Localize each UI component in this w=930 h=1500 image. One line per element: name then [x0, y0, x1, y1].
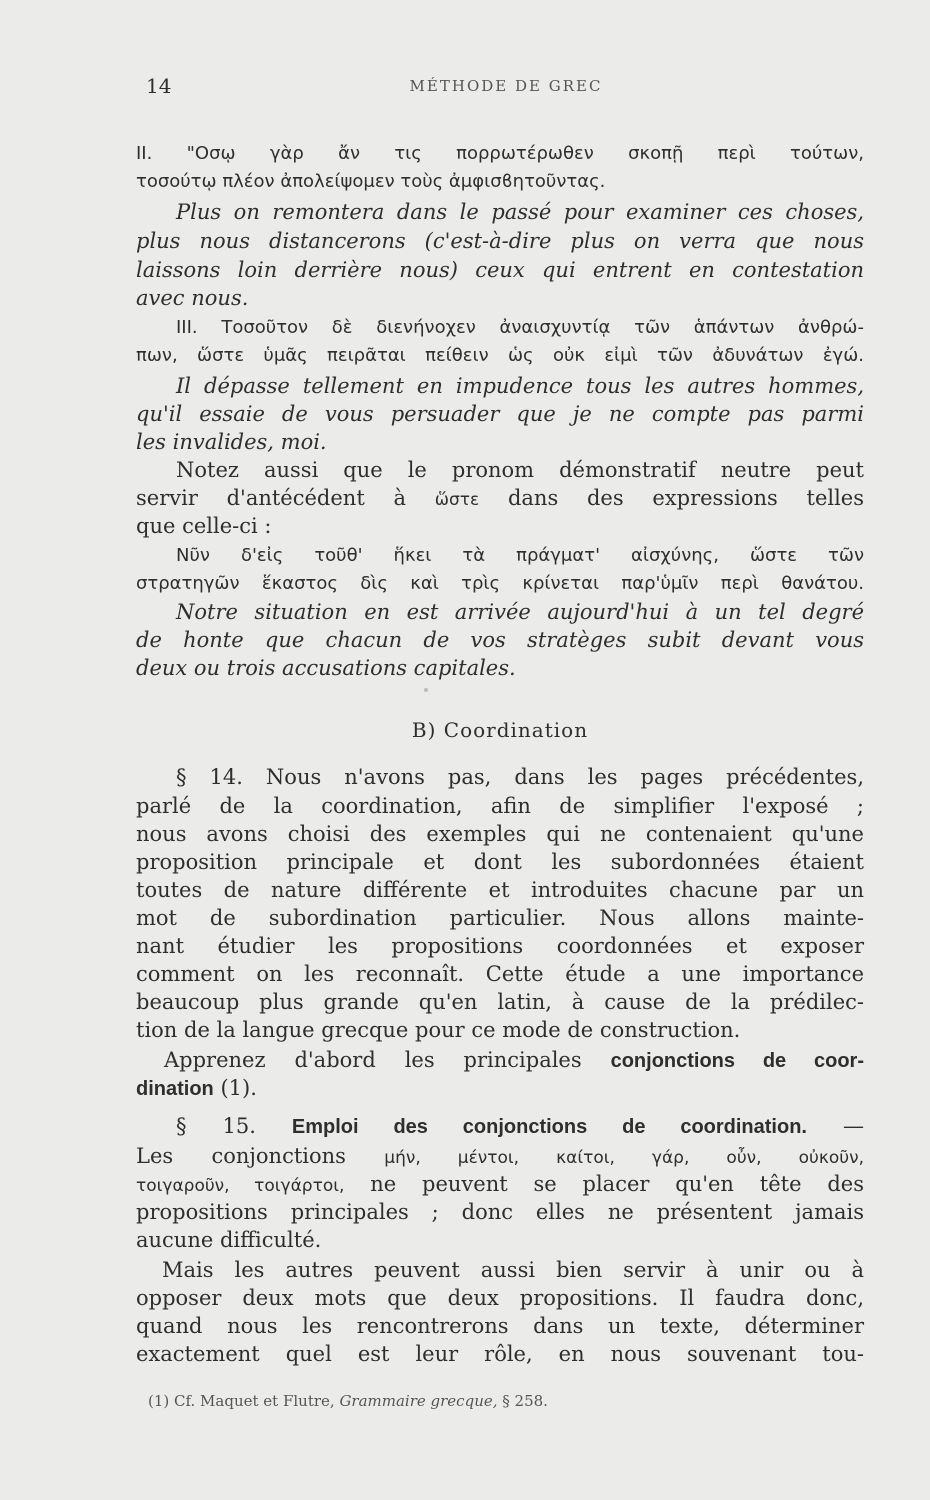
p15-line-5: aucune difficulté. — [136, 1228, 322, 1252]
section-heading: B) Coordination — [411, 718, 589, 742]
translation-2-line-2: plus nous distancerons (c'est-à-dire plus on verra que nous — [136, 229, 864, 253]
p14-line-1: § 14. Nous n'avons pas, dans les pages précédentes, — [176, 765, 864, 789]
p14-line-4: proposition principale et dont les subordonnées étaient — [136, 850, 864, 874]
p15-line-7: opposer deux mots que deux propositions. Il faudra donc, — [136, 1286, 864, 1310]
translation-3-line-1: Il dépasse tellement en impudence tous les autres hommes, — [176, 374, 864, 398]
p14-text: Apprenez d'abord les principales — [164, 1048, 611, 1072]
p14-line-8: comment on les reconnaît. Cette étude a une importance — [136, 962, 864, 986]
bold-heading: Emploi des conjonctions de coordination. — [291, 1116, 807, 1138]
p14-line-2: parlé de la coordination, afin de simplifier l'exposé ; — [136, 794, 864, 818]
p14-line-7: nant étudier les propositions coordonnées et exposer — [136, 934, 864, 958]
note-line-2 — [136, 484, 864, 514]
footnote-reference: (1). — [213, 1076, 257, 1100]
p14-line-3: nous avons choisi des exemples qui ne contenaient qu'une — [136, 822, 864, 846]
p14-line-11 — [164, 1046, 864, 1075]
printing-speck — [424, 688, 428, 692]
greek-example-3-line-1: III. Τοσοῦτον δὲ διενήνοχεν ἀναισχυντίᾳ τῶν ἁπάντων ἀνθρώ- — [176, 317, 864, 338]
p15-line-2 — [136, 1142, 864, 1172]
footnote-text: (1) Cf. Maquet et Flutre, — [148, 1392, 340, 1410]
p15-text: Les conjonctions — [136, 1144, 385, 1168]
p15-line-1 — [176, 1112, 864, 1141]
greek-example-3-line-2: πων, ὥστε ὑμᾶς πειρᾶται πείθειν ὡς οὐκ εἰμὶ τῶν ἀδυνάτων ἐγώ. — [136, 345, 864, 366]
p14-line-12 — [136, 1074, 864, 1103]
bold-term: dination — [136, 1078, 214, 1100]
greek-quote-line-1: Νῦν δ'εἰς τοῦθ' ἥκει τὰ πράγματ' αἰσχύνης, ὥστε τῶν — [176, 545, 864, 566]
translation-2-line-4: avec nous. — [136, 286, 249, 310]
translation-3-line-3: les invalides, moi. — [136, 430, 327, 454]
greek-word: ὥστε — [434, 490, 480, 510]
translation-3-line-2: qu'il essaie de vous persuader que je ne compte pas parmi — [136, 402, 864, 426]
p15-line-6: Mais les autres peuvent aussi bien servir à unir ou à — [162, 1258, 864, 1282]
translation-2-line-3: laissons loin derrière nous) ceux qui entrent en contestation — [136, 258, 864, 282]
note-line-1: Notez aussi que le pronom démonstratif neutre peut — [176, 458, 864, 482]
greek-conjunctions: τοιγαροῦν, τοιγάρτοι, — [136, 1176, 345, 1196]
quote-translation-line-3: deux ou trois accusations capitales. — [136, 656, 516, 680]
greek-example-2-line-2: τοσούτῳ πλέον ἀπολείψομεν τοὺς ἀμφισϐητοῦντας. — [136, 171, 606, 192]
p15-line-3 — [136, 1170, 864, 1200]
translation-2-line-1: Plus on remontera dans le passé pour examiner ces choses, — [176, 200, 864, 224]
p14-line-6: mot de subordination particulier. Nous allons mainte- — [136, 906, 864, 930]
greek-quote-line-2: στρατηγῶν ἕκαστος δὶς καὶ τρὶς κρίνεται παρ'ὑμῖν περὶ θανάτου. — [136, 573, 864, 594]
footnote-text: § 258. — [497, 1392, 548, 1410]
section-mark: § 15. — [176, 1114, 292, 1138]
p14-line-10: tion de la langue grecque pour ce mode de construction. — [136, 1018, 741, 1042]
footnote-book-title: Grammaire grecque, — [339, 1392, 498, 1410]
quote-translation-line-2: de honte que chacun de vos stratèges subit devant vous — [136, 628, 864, 652]
p15-line-9: exactement quel est leur rôle, en nous souvenant tou- — [136, 1342, 864, 1366]
note-text: dans des expressions telles — [479, 486, 865, 510]
p15-line-4: propositions principales ; donc elles ne présentent jamais — [136, 1200, 864, 1224]
footnote — [148, 1392, 548, 1410]
greek-conjunctions: μήν, μέντοι, καίτοι, γάρ, οὖν, οὐκοῦν, — [384, 1148, 864, 1168]
em-dash: — — [806, 1114, 864, 1138]
quote-translation-line-1: Notre situation en est arrivée aujourd'hui à un tel degré — [176, 600, 864, 624]
running-title: MÉTHODE DE GREC — [409, 77, 603, 95]
greek-example-2-line-1: II. "Οσῳ γὰρ ἄν τις πορρωτέρωθεν σκοπῇ περὶ τούτων, — [136, 143, 864, 164]
bold-term: conjonctions de coor- — [610, 1050, 864, 1072]
note-line-3: que celle-ci : — [136, 514, 272, 538]
running-header — [146, 74, 866, 98]
page-number: 14 — [146, 74, 172, 98]
p14-line-9: beaucoup plus grande qu'en latin, à cause de la prédilec- — [136, 990, 864, 1014]
note-text: servir d'antécédent à — [136, 486, 435, 510]
p14-line-5: toutes de nature différente et introduites chacune par un — [136, 878, 864, 902]
p15-line-8: quand nous les rencontrerons dans un texte, déterminer — [136, 1314, 864, 1338]
p15-text: ne peuvent se placer qu'en tête des — [344, 1172, 864, 1196]
